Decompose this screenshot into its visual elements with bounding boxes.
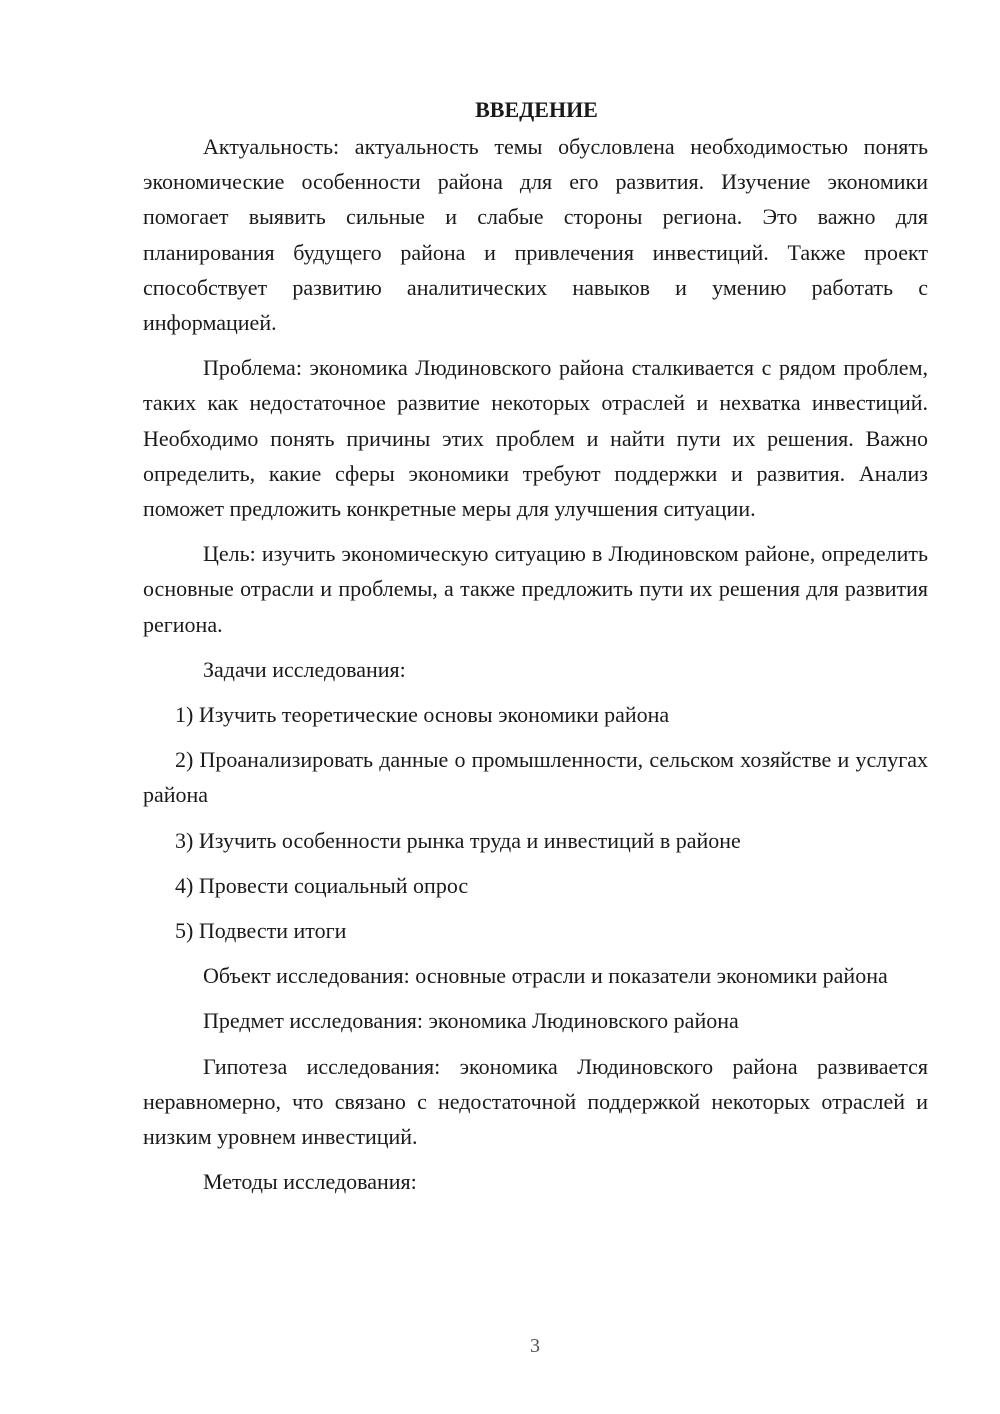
task-item-2: 2) Проанализировать данные о промышленности, сельском хозяйстве и услугах района	[143, 747, 928, 808]
page-number: 3	[530, 1335, 540, 1357]
hypothesis-paragraph: Гипотеза исследования: экономика Людиновского района развивается неравномерно, что связано с недостаточной поддержкой некоторых отраслей и низким уровнем инвестиций.	[143, 1053, 928, 1150]
subject-paragraph: Предмет исследования: экономика Людиновского района	[203, 1008, 739, 1034]
methods-heading: Методы исследования:	[203, 1169, 417, 1195]
page-content	[143, 92, 928, 1209]
section-title: ВВЕДЕНИЕ	[475, 97, 598, 122]
problem-paragraph: Проблема: экономика Людиновского района сталкивается с рядом проблем, таких как недостаточное развитие некоторых отраслей и нехватка инвестиций. Необходимо понять причины этих проблем и найти пути их решения. Важно определить, какие сферы экономики требуют поддержки и развития. Анализ поможет предложить конкретные меры для улучшения ситуации.	[143, 355, 928, 522]
task-item-4: 4) Провести социальный опрос	[175, 872, 469, 898]
task-item-1: 1) Изучить теоретические основы экономики района	[175, 702, 670, 728]
task-item-3: 3) Изучить особенности рынка труда и инвестиций в районе	[175, 827, 741, 853]
tasks-heading: Задачи исследования:	[203, 656, 406, 682]
task-item-5: 5) Подвести итоги	[175, 918, 347, 944]
goal-paragraph: Цель: изучить экономическую ситуацию в Людиновском районе, определить основные отрасли и проблемы, а также предложить пути их решения для развития региона.	[143, 541, 928, 637]
object-paragraph: Объект исследования: основные отрасли и показатели экономики района	[203, 963, 888, 989]
relevance-paragraph: Актуальность: актуальность темы обусловлена необходимостью понять экономические особенности района для его развития. Изучение экономики помогает выявить сильные и слабые стороны региона. Это важно для планирования будущего района и привлечения инвестиций. Также проект способствует развитию аналитических навыков и умению работать с информацией.	[143, 134, 928, 336]
